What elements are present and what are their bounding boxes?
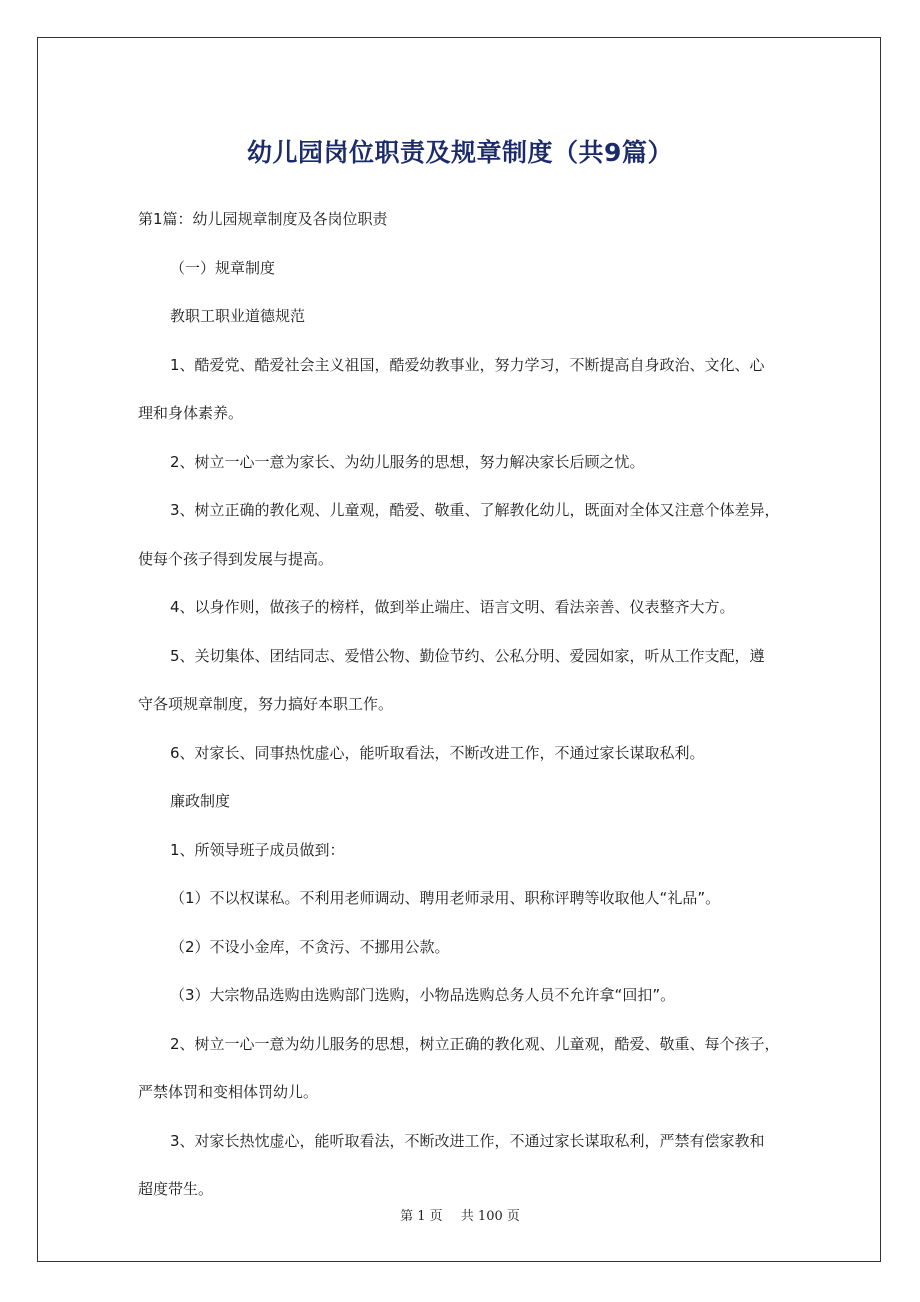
document-body <box>138 195 786 1214</box>
total-pages-label: 共 100 页 <box>460 1209 520 1224</box>
paragraph: （3）大宗物品选购由选购部门选购，小物品选购总务人员不允许拿“回扣”。 <box>170 986 676 1004</box>
paragraph: 6、对家长、同事热忱虚心，能听取看法，不断改进工作，不通过家长谋取私利。 <box>170 743 705 762</box>
paragraph-continuation: 守各项规章制度，努力搞好本职工作。 <box>138 695 394 713</box>
paragraph-continuation: 超度带生。 <box>138 1180 214 1198</box>
paragraph: 3、树立正确的教化观、儿童观，酷爱、敬重、了解教化幼儿，既面对全体又注意个体差异， <box>170 501 780 519</box>
section-heading: 第1篇：幼儿园规章制度及各岗位职责 <box>138 210 388 228</box>
subsection-heading: 教职工职业道德规范 <box>170 307 306 325</box>
paragraph: 1、所领导班子成员做到： <box>170 840 345 859</box>
subsection-heading: （一）规章制度 <box>170 258 276 277</box>
paragraph: 5、关切集体、团结同志、爱惜公物、勤俭节约、公私分明、爱园如家，听从工作支配，遵 <box>170 646 765 665</box>
paragraph: 4、以身作则，做孩子的榜样，做到举止端庄、语言文明、看法亲善、仪表整齐大方。 <box>170 598 735 616</box>
paragraph: 1、酷爱党、酷爱社会主义祖国，酷爱幼教事业，努力学习，不断提高自身政治、文化、心 <box>170 355 765 374</box>
paragraph-continuation: 严禁体罚和变相体罚幼儿。 <box>138 1083 319 1101</box>
paragraph: 2、树立一心一意为幼儿服务的思想，树立正确的教化观、儿童观，酷爱、敬重、每个孩子， <box>170 1034 780 1053</box>
current-page-label: 第 1 页 <box>400 1209 443 1224</box>
paragraph: （2）不设小金库，不贪污、不挪用公款。 <box>170 937 450 956</box>
paragraph: 3、对家长热忱虚心，能听取看法，不断改进工作，不通过家长谋取私利，严禁有偿家教和 <box>170 1131 765 1150</box>
page-footer <box>0 1205 920 1224</box>
paragraph-continuation: 使每个孩子得到发展与提高。 <box>138 549 334 568</box>
paragraph-continuation: 理和身体素养。 <box>138 404 244 422</box>
paragraph: （1）不以权谋私。不利用老师调动、聘用老师录用、职称评聘等收取他人“礼品”。 <box>170 889 721 907</box>
paragraph: 2、树立一心一意为家长、为幼儿服务的思想，努力解决家长后顾之忧。 <box>170 452 645 471</box>
subsection-heading: 廉政制度 <box>170 792 231 810</box>
document-title: 幼儿园岗位职责及规章制度（共9篇） <box>247 137 673 167</box>
